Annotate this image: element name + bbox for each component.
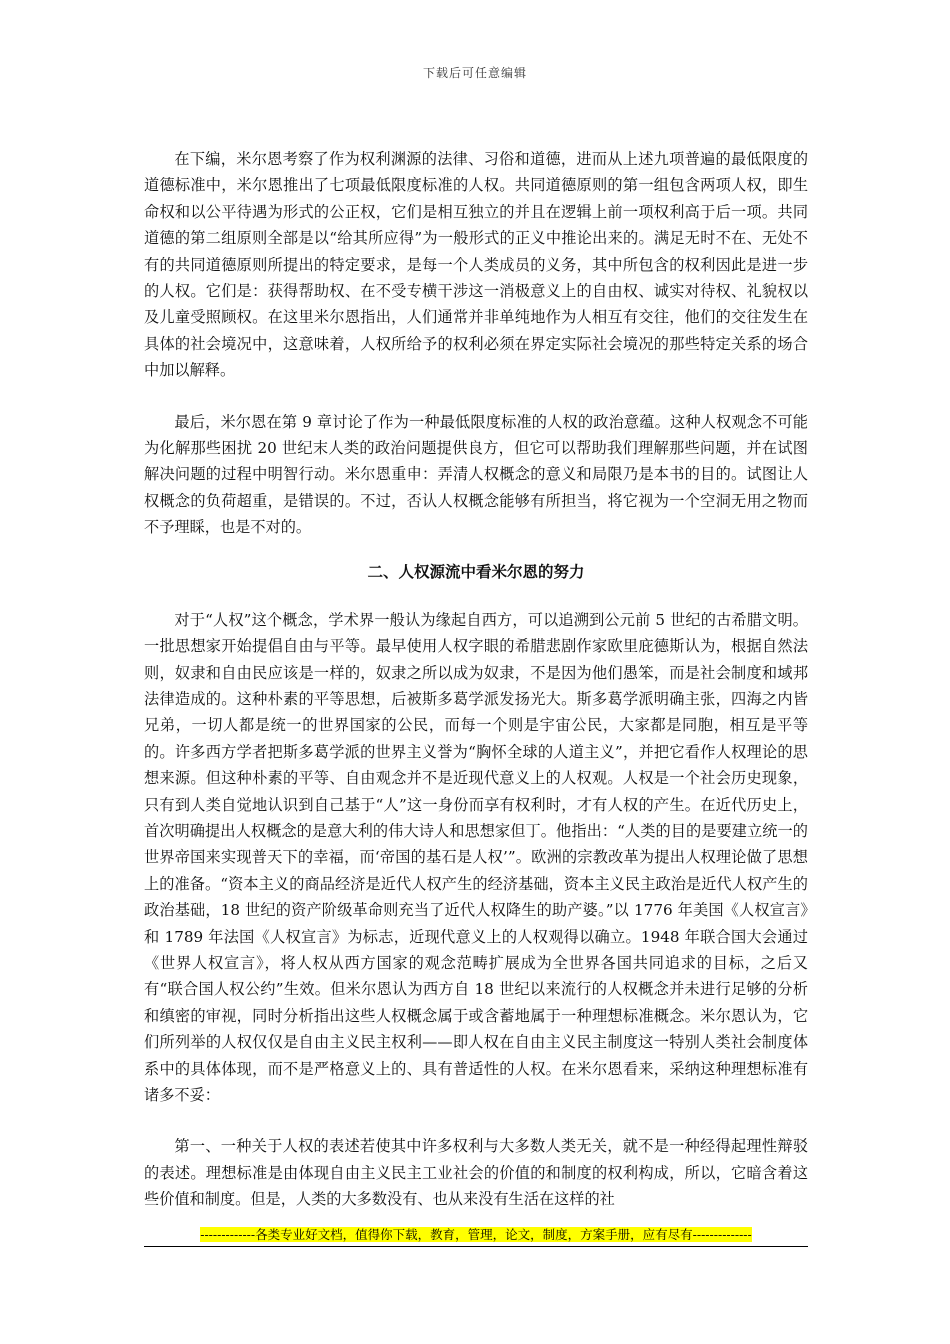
footer-banner-text: -------------各类专业好文档，值得你下载，教育，管理，论文，制度，方案手册，应有尽有-------------- [200, 1227, 752, 1242]
page-footer [144, 1226, 808, 1244]
paragraph-human-rights-origin: 对于“人权”这个概念，学术界一般认为缘起自西方，可以追溯到公元前 5 世纪的古希腊文明。一批思想家开始提倡自由与平等。最早使用人权字眼的希腊悲剧作家欧里庇德斯认为，根据自然法则，奴隶和自由民应该是一样的，奴隶之所以成为奴隶，不是因为他们愚笨，而是社会制度和域邦法律造成的。这种朴素的平等思想，后被斯多葛学派发扬光大。斯多葛学派明确主张，四海之内皆兄弟，一切人都是统一的世界国家的公民，而每一个则是宇宙公民，大家都是同胞，相互是平等的。许多西方学者把斯多葛学派的世界主义誉为“胸怀全球的人道主义”，并把它看作人权理论的思想来源。但这种朴素的平等、自由观念并不是近现代意义上的人权观。人权是一个社会历史现象，只有到人类自觉地认识到自己基于“人”这一身份而享有权利时，才有人权的产生。在近代历史上，首次明确提出人权概念的是意大利的伟大诗人和思想家但丁。他指出：“人类的目的是要建立统一的世界帝国来实现普天下的幸福，而‘帝国的基石是人权’”。欧洲的宗教改革为提出人权理论做了思想上的准备。“资本主义的商品经济是近代人权产生的经济基础，资本主义民主政治是近代人权产生的政治基础，18 世纪的资产阶级革命则充当了近代人权降生的助产婆。”以 1776 年美国《人权宣言》和 1789 年法国《人权宣言》为标志，近现代意义上的人权观得以确立。1948 年联合国大会通过《世界人权宣言》，将人权从西方国家的观念范畴扩展成为全世界各国共同追求的目标，之后又有“联合国人权公约”生效。但米尔恩认为西方自 18 世纪以来流行的人权概念并未进行足够的分析和缜密的审视，同时分析指出这些人权概念属于或含蓄地属于一种理想标准概念。米尔恩认为，它们所列举的人权仅仅是自由主义民主权利——即人权在自由主义民主制度这一特别人类社会制度体系中的具体体现，而不是严格意义上的、具有普适性的人权。在米尔恩看来，采纳这种理想标准有诸多不妥： [144, 610, 808, 1104]
document-body [144, 146, 808, 1213]
footer-divider [144, 1246, 808, 1247]
paragraph-chapter-9-summary: 最后，米尔恩在第 9 章讨论了作为一种最低限度标准的人权的政治意蕴。这种人权观念不可能为化解那些困扰 20 世纪末人类的政治问题提供良方，但它可以帮助我们理解那些问题，并在试图解决问题的过程中明智行动。米尔恩重申：弄清人权概念的意义和局限乃是本书的目的。试图让人权概念的负荷超重，是错误的。不过，否认人权概念能够有所担当，将它视为一个空洞无用之物而不予理睬，也是不对的。 [144, 412, 808, 537]
paragraph-first-objection: 第一、一种关于人权的表述若使其中许多权利与大多数人类无关，就不是一种经得起理性辩驳的表述。理想标准是由体现自由主义民主工业社会的价值的和制度的权利构成，所以，它暗含着这些价值和制度。但是，人类的大多数没有、也从来没有生活在这样的社 [144, 1137, 808, 1209]
paragraph-lower-part-summary: 在下编，米尔恩考察了作为权利渊源的法律、习俗和道德，进而从上述九项普遍的最低限度的道德标准中，米尔恩推出了七项最低限度标准的人权。共同道德原则的第一组包含两项人权，即生命权和以公平待遇为形式的公正权，它们是相互独立的并且在逻辑上前一项权利高于后一项。共同道德的第二组原则全部是以“给其所应得”为一般形式的正义中推论出来的。满足无时不在、无处不有的共同道德原则所提出的特定要求，是每一个人类成员的义务，其中所包含的权利因此是进一步的人权。它们是：获得帮助权、在不受专横干涉这一消极意义上的自由权、诚实对待权、礼貌权以及儿童受照顾权。在这里米尔恩指出，人们通常并非单纯地作为人相互有交往，他们的交往发生在具体的社会境况中，这意味着，人权所给予的权利必须在界定实际社会境况的那些特定关系的场合中加以解释。 [144, 150, 808, 380]
section-heading: 二、人权源流中看米尔恩的努力 [367, 561, 585, 581]
page-header: 下载后可任意编辑 [422, 66, 527, 80]
